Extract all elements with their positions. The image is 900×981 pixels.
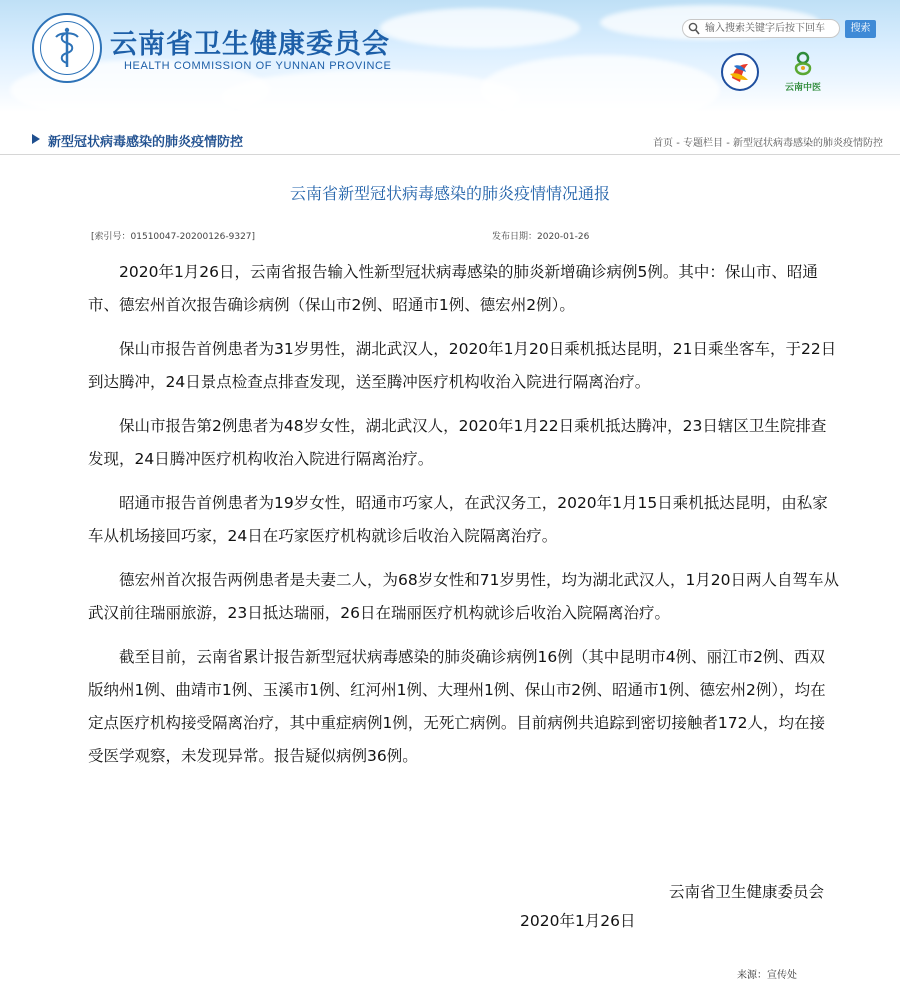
breadcrumb-separator: - bbox=[723, 138, 733, 149]
article-publish-date: 发布日期：2020-01-26 bbox=[492, 232, 590, 242]
yunnan-tcm-logo[interactable] bbox=[778, 50, 828, 94]
breadcrumb bbox=[653, 134, 883, 149]
site-header bbox=[0, 0, 900, 112]
tcm-gourd-icon bbox=[778, 50, 828, 80]
article-paragraph: 截至目前，云南省累计报告新型冠状病毒感染的肺炎确诊病例16例（其中昆明市4例、丽江市2例、西双版纳州1例、曲靖市1例、玉溪市1例、红河州1例、大理州1例、保山市2例、昭通市1例、德宏州2例），均在定点医疗机构接受隔离治疗，其中重症病例1例，无死亡病例。目前病例共追踪到密切接触者172人，均在接受医学观察，未发现异常。报告疑似病例36例。 bbox=[88, 648, 826, 765]
triangle-right-icon bbox=[32, 134, 40, 144]
signature-date: 2020年1月26日 bbox=[520, 912, 636, 930]
breadcrumb-topics[interactable]: 专题栏目 bbox=[683, 138, 724, 149]
header-cloud bbox=[220, 70, 520, 112]
search-input[interactable] bbox=[705, 21, 835, 36]
article-paragraph: 保山市报告首例患者为31岁男性，湖北武汉人，2020年1月20日乘机抵达昆明，21日乘坐客车，于22日到达腾冲，24日景点检查点排查发现，送至腾冲医疗机构收治入院进行隔离治疗。 bbox=[88, 340, 837, 391]
health-china-logo-icon bbox=[720, 52, 760, 92]
signature-organization: 云南省卫生健康委员会 bbox=[668, 883, 824, 901]
article-paragraph: 昭通市报告首例患者为19岁女性，昭通市巧家人，在武汉务工，2020年1月15日乘机抵达昆明，由私家车从机场接回巧家，24日在巧家医疗机构就诊后收治入院隔离治疗。 bbox=[88, 494, 828, 545]
breadcrumb-current[interactable]: 新型冠状病毒感染的肺炎疫情防控 bbox=[733, 138, 883, 149]
article-source: 来源：宣传处 bbox=[737, 970, 797, 981]
article-title: 云南省新型冠状病毒感染的肺炎疫情情况通报 bbox=[289, 184, 610, 203]
header-cloud bbox=[480, 55, 720, 112]
article-paragraph: 保山市报告第2例患者为48岁女性，湖北武汉人，2020年1月22日乘机抵达腾冲，23日辖区卫生院排查发现，24日腾冲医疗机构收治入院进行隔离治疗。 bbox=[88, 417, 827, 468]
health-china-logo[interactable] bbox=[720, 52, 760, 92]
breadcrumb-separator: - bbox=[673, 138, 684, 149]
tcm-logo-caption: 云南中医 bbox=[784, 83, 821, 93]
search-icon bbox=[688, 22, 700, 36]
search-button[interactable]: 搜索 bbox=[845, 20, 876, 38]
caduceus-icon bbox=[34, 15, 100, 81]
site-subtitle: HEALTH COMMISSION OF YUNNAN PROVINCE bbox=[124, 60, 392, 72]
breadcrumb-home[interactable]: 首页 bbox=[653, 138, 674, 149]
article-paragraph: 2020年1月26日，云南省报告输入性新型冠状病毒感染的肺炎新增确诊病例5例。其中：保山市、昭通市、德宏州首次报告确诊病例（保山市2例、昭通市1例、德宏州2例）。 bbox=[88, 263, 818, 314]
column-name-link[interactable]: 新型冠状病毒感染的肺炎疫情防控 bbox=[48, 135, 244, 150]
site-emblem-logo[interactable] bbox=[32, 13, 102, 83]
article-paragraph: 德宏州首次报告两例患者是夫妻二人，为68岁女性和71岁男性，均为湖北武汉人，1月20日两人自驾车从武汉前往瑞丽旅游，23日抵达瑞丽，26日在瑞丽医疗机构就诊后收治入院隔离治疗。 bbox=[88, 571, 840, 622]
article-body bbox=[88, 256, 840, 784]
header-cloud bbox=[380, 8, 580, 48]
site-title: 云南省卫生健康委员会 bbox=[110, 29, 390, 60]
column-bar bbox=[0, 126, 900, 155]
article-index-number: [索引号：01510047-20200126-9327] bbox=[91, 232, 256, 242]
search-box bbox=[682, 19, 840, 38]
